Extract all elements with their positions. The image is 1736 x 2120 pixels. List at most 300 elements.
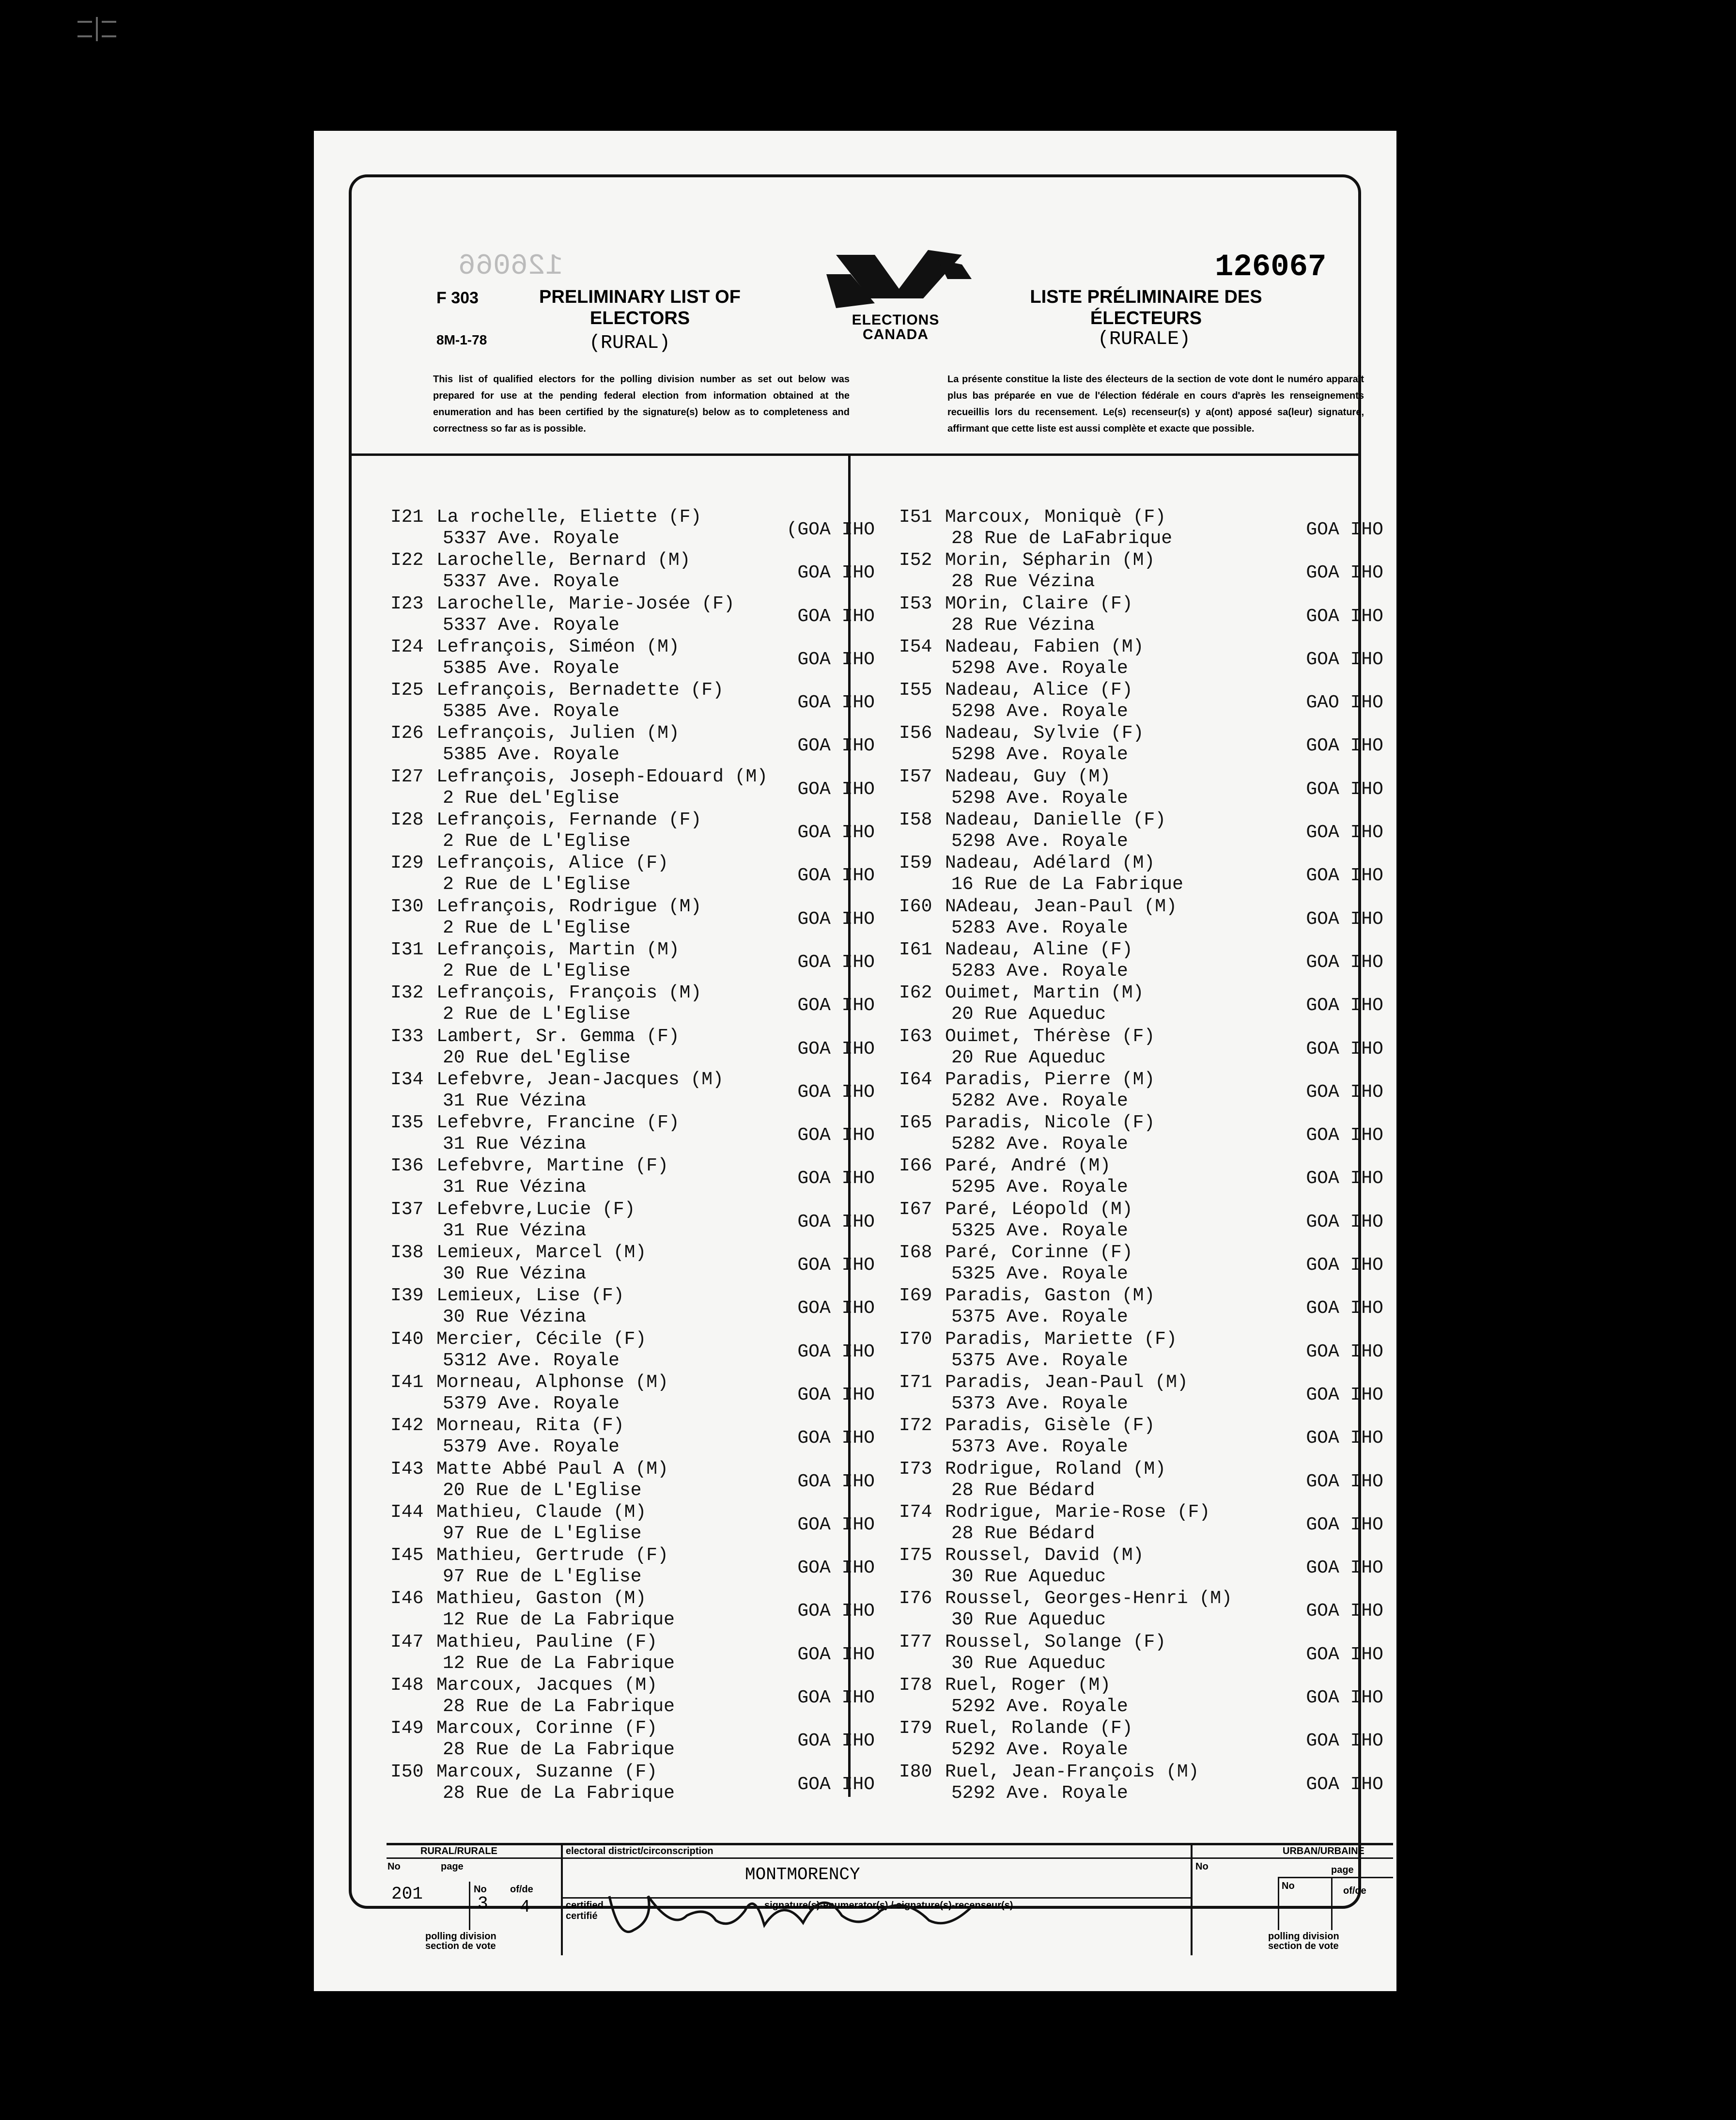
elector-address: 5292 Ave. Royale — [951, 1696, 1128, 1717]
urban-label: URBAN/URBAINE — [1283, 1846, 1364, 1856]
elector-entry — [390, 766, 875, 810]
elector-name: Lemieux, Lise (F) — [436, 1285, 624, 1307]
elector-name: Lefrançois, Bernadette (F) — [436, 680, 724, 701]
elector-number: I64 — [899, 1069, 932, 1090]
elector-name: Lefrançois, François (M) — [436, 982, 702, 1004]
elector-number: I63 — [899, 1026, 932, 1047]
footer-rule — [1191, 1843, 1193, 1955]
title-english: PRELIMINARY LIST OF ELECTORS — [539, 287, 741, 328]
elector-name: Paré, André (M) — [945, 1155, 1111, 1177]
elector-name: Nadeau, Fabien (M) — [945, 636, 1144, 657]
elector-code: GOA IHO — [1306, 1341, 1383, 1362]
elector-code: GOA IHO — [1306, 1687, 1383, 1709]
elector-entry — [390, 1632, 875, 1675]
elector-code: GOA IHO — [1306, 562, 1383, 584]
elector-address: 16 Rue de La Fabrique — [951, 874, 1183, 895]
elector-number: I65 — [899, 1112, 932, 1134]
elector-name: Lefebvre, Francine (F) — [436, 1112, 680, 1134]
elector-entry — [899, 896, 1383, 939]
elector-name: Matte Abbé Paul A (M) — [436, 1458, 668, 1480]
district-value: MONTMORENCY — [745, 1865, 860, 1885]
elector-address: 5385 Ave. Royale — [443, 701, 620, 722]
elector-code: GOA IHO — [797, 908, 875, 930]
urban-no-label: No — [1195, 1861, 1209, 1872]
elector-name: Lambert, Sr. Gemma (F) — [436, 1026, 680, 1047]
elector-address: 5298 Ave. Royale — [951, 831, 1128, 852]
elector-name: Morneau, Alphonse (M) — [436, 1372, 668, 1393]
elector-name: Marcoux, Corinne (F) — [436, 1718, 658, 1739]
elector-address: 5283 Ave. Royale — [951, 960, 1128, 982]
elector-name: Mathieu, Gaston (M) — [436, 1588, 647, 1609]
elector-number: I61 — [899, 939, 932, 960]
elector-entry — [390, 896, 875, 939]
elector-code: GOA IHO — [1306, 1730, 1383, 1752]
elector-entry — [899, 680, 1383, 723]
footer-rule — [1331, 1877, 1333, 1930]
serial-number: 126067 — [1215, 250, 1327, 285]
elector-name: Lefrançois, Martin (M) — [436, 939, 680, 960]
elector-entry — [899, 1242, 1383, 1285]
polling-label-1: polling division — [425, 1931, 496, 1942]
elector-address: 5298 Ave. Royale — [951, 701, 1128, 722]
footer-rule — [1278, 1877, 1393, 1878]
footer-rule — [561, 1843, 563, 1955]
elector-code: GOA IHO — [1306, 735, 1383, 757]
rural-label: RURAL/RURALE — [420, 1846, 497, 1856]
elector-name: Lefrançois, Fernande (F) — [436, 810, 702, 831]
elector-entry — [899, 1545, 1383, 1588]
elector-code: GOA IHO — [1306, 1081, 1383, 1103]
urban-page-label: page — [1331, 1865, 1354, 1875]
elector-entry — [899, 810, 1383, 853]
elector-number: I31 — [390, 939, 424, 960]
elector-number: I38 — [390, 1242, 424, 1263]
page-label: page — [441, 1861, 464, 1872]
elector-address: 97 Rue de L'Eglise — [443, 1566, 642, 1588]
form-frame — [349, 174, 1383, 1951]
elector-name: Paré, Corinne (F) — [945, 1242, 1133, 1263]
elector-address: 28 Rue de La Fabrique — [443, 1739, 675, 1761]
elector-number: I46 — [390, 1588, 424, 1609]
elector-code: GOA IHO — [1306, 1125, 1383, 1146]
elector-number: I48 — [390, 1675, 424, 1696]
elector-number: I25 — [390, 680, 424, 701]
rural-french: (RURALE) — [1098, 328, 1191, 350]
elector-address: 28 Rue Vézina — [951, 571, 1095, 592]
elector-code: GOA IHO — [1306, 1255, 1383, 1276]
logo-text-canada: CANADA — [863, 327, 929, 343]
elector-number: I72 — [899, 1415, 932, 1436]
elector-address: 5295 Ave. Royale — [951, 1177, 1128, 1198]
elector-address: 5385 Ave. Royale — [443, 657, 620, 679]
elector-entry — [390, 1675, 875, 1718]
polling-number: 201 — [391, 1884, 423, 1904]
form-date: 8M-1-78 — [436, 332, 487, 347]
footer-rule — [1278, 1877, 1279, 1930]
elector-number: I41 — [390, 1372, 424, 1393]
elector-code: GOA IHO — [1306, 519, 1383, 540]
elector-entry — [390, 1459, 875, 1502]
elector-name: Nadeau, Danielle (F) — [945, 810, 1166, 831]
elector-code: GOA IHO — [1306, 1644, 1383, 1665]
elector-address: 5385 Ave. Royale — [443, 744, 620, 765]
elector-number: I80 — [899, 1761, 932, 1782]
elector-number: I56 — [899, 723, 932, 744]
elector-code: GOA IHO — [797, 1255, 875, 1276]
elector-address: 28 Rue Bédard — [951, 1480, 1095, 1501]
enumerator-signature — [590, 1877, 987, 1945]
elector-number: I27 — [390, 766, 424, 787]
elector-entry — [390, 1545, 875, 1588]
elector-address: 12 Rue de La Fabrique — [443, 1609, 675, 1631]
footer-top-rule — [387, 1843, 1393, 1845]
elector-address: 5325 Ave. Royale — [951, 1263, 1128, 1285]
elector-code: GOA IHO — [797, 951, 875, 973]
elector-number: I52 — [899, 550, 932, 571]
logo-text — [833, 313, 959, 342]
elector-number: I54 — [899, 636, 932, 657]
elector-entry — [390, 1155, 875, 1199]
elector-number: I78 — [899, 1675, 932, 1696]
elector-address: 5298 Ave. Royale — [951, 744, 1128, 765]
elector-name: Lefrançois, Rodrigue (M) — [436, 896, 702, 917]
elector-entry — [899, 723, 1383, 766]
elector-entry — [390, 1242, 875, 1285]
elector-entry — [390, 982, 875, 1026]
elector-name: Ouimet, Martin (M) — [945, 982, 1144, 1004]
elector-address: 5337 Ave. Royale — [443, 571, 620, 592]
elector-number: I62 — [899, 982, 932, 1004]
elector-entry — [899, 853, 1383, 896]
elector-number: I53 — [899, 593, 932, 614]
elector-entry — [390, 680, 875, 723]
elector-code: GOA IHO — [797, 1601, 875, 1622]
elector-code: GOA IHO — [797, 1644, 875, 1665]
elector-code: GOA IHO — [797, 1125, 875, 1146]
elector-entry — [390, 1112, 875, 1155]
elector-number: I67 — [899, 1199, 932, 1220]
elector-number: I29 — [390, 853, 424, 874]
elector-address: 5337 Ave. Royale — [443, 528, 620, 549]
elector-code: GOA IHO — [1306, 908, 1383, 930]
elector-code: GOA IHO — [797, 1730, 875, 1752]
elector-entry — [390, 637, 875, 680]
elector-entry — [390, 1718, 875, 1761]
elector-code: GOA IHO — [797, 822, 875, 843]
elector-address: 5375 Ave. Royale — [951, 1307, 1128, 1328]
elector-list-right — [899, 507, 1383, 1805]
elector-name: Mercier, Cécile (F) — [436, 1328, 647, 1350]
elector-entry — [390, 1502, 875, 1545]
elector-entry — [899, 550, 1383, 593]
elector-name: Paré, Léopold (M) — [945, 1199, 1133, 1220]
elector-number: I21 — [390, 507, 424, 528]
elector-number: I39 — [390, 1285, 424, 1307]
elector-number: I24 — [390, 636, 424, 657]
elector-code: GOA IHO — [1306, 1601, 1383, 1622]
elector-number: I45 — [390, 1545, 424, 1566]
elector-address: 2 Rue de L'Eglise — [443, 960, 631, 982]
elector-entry — [899, 1155, 1383, 1199]
signature-label: signature(s)-enumerator(s) / signature(s)-recenseur(s) — [764, 1900, 1013, 1911]
elector-number: I77 — [899, 1631, 932, 1652]
elector-code: GOA IHO — [797, 735, 875, 757]
elector-code: GOA IHO — [797, 1038, 875, 1060]
elector-code: GOA IHO — [797, 1428, 875, 1449]
elector-address: 5325 Ave. Royale — [951, 1220, 1128, 1241]
elector-name: Roussel, David (M) — [945, 1545, 1144, 1566]
elector-code: GOA IHO — [797, 649, 875, 670]
elector-number: I70 — [899, 1328, 932, 1350]
certified-label-2: certifié — [566, 1911, 598, 1921]
elector-address: 28 Rue de La Fabrique — [443, 1696, 675, 1717]
elector-entry — [390, 1415, 875, 1458]
elector-code: GOA IHO — [797, 562, 875, 584]
elector-entry — [899, 1718, 1383, 1761]
elector-address: 20 Rue de L'Eglise — [443, 1480, 642, 1501]
elector-address: 31 Rue Vézina — [443, 1090, 587, 1111]
elector-address: 5379 Ave. Royale — [443, 1436, 620, 1458]
elector-code: GOA IHO — [797, 692, 875, 714]
elector-name: Morin, Sépharin (M) — [945, 550, 1155, 571]
elector-code: GOA IHO — [1306, 1211, 1383, 1232]
elector-number: I69 — [899, 1285, 932, 1307]
elector-entry — [390, 1372, 875, 1415]
header-divider — [352, 453, 1358, 456]
elector-name: Ruel, Roger (M) — [945, 1675, 1111, 1696]
intro-english: This list of qualified electors for the polling division number as set out below was prepared for use at the pending federal election from information obtained at the enumeration and has been certified by the signature(s) below as to completeness and correctness so far as is possible. — [433, 374, 850, 434]
elector-address: 5282 Ave. Royale — [951, 1134, 1128, 1155]
urban-polling-2: section de vote — [1268, 1941, 1339, 1951]
elector-number: I35 — [390, 1112, 424, 1134]
elector-code: GOA IHO — [1306, 1038, 1383, 1060]
elector-address: 30 Rue Vézina — [443, 1307, 587, 1328]
elector-entry — [390, 507, 875, 550]
elector-entry — [390, 1285, 875, 1328]
elector-number: I51 — [899, 507, 932, 528]
rural-no-label-2: No — [474, 1884, 487, 1895]
form-footer — [387, 1843, 1399, 1955]
elector-code: GOA IHO — [1306, 995, 1383, 1016]
elector-code: GOA IHO — [1306, 779, 1383, 800]
elector-number: I32 — [390, 982, 424, 1004]
elector-entry — [899, 1069, 1383, 1112]
elector-entry — [390, 1329, 875, 1372]
elector-address: 30 Rue Vézina — [443, 1263, 587, 1285]
elector-code: GOA IHO — [797, 1168, 875, 1189]
elector-entry — [899, 1761, 1383, 1805]
urban-polling-1: polling division — [1268, 1931, 1339, 1942]
elector-name: Marcoux, Moniquè (F) — [945, 507, 1166, 528]
elector-number: I40 — [390, 1328, 424, 1350]
elector-name: La rochelle, Eliette (F) — [436, 507, 702, 528]
elector-entry — [899, 637, 1383, 680]
elector-number: I30 — [390, 896, 424, 917]
elector-name: Lefebvre, Jean-Jacques (M) — [436, 1069, 724, 1090]
elector-name: Nadeau, Aline (F) — [945, 939, 1133, 960]
rural-english: (RURAL) — [589, 332, 671, 354]
elector-number: I57 — [899, 766, 932, 787]
elector-name: Larochelle, Bernard (M) — [436, 550, 691, 571]
elector-number: I50 — [390, 1761, 424, 1782]
elector-address: 30 Rue Aqueduc — [951, 1652, 1106, 1674]
elector-code: GOA IHO — [1306, 951, 1383, 973]
elector-number: I47 — [390, 1631, 424, 1652]
elector-name: Roussel, Solange (F) — [945, 1631, 1166, 1652]
elector-number: I44 — [390, 1501, 424, 1523]
elector-address: 5373 Ave. Royale — [951, 1393, 1128, 1414]
elector-entry — [899, 1459, 1383, 1502]
elector-code: GOA IHO — [797, 606, 875, 627]
elector-number: I75 — [899, 1545, 932, 1566]
elector-name: Paradis, Gisèle (F) — [945, 1415, 1155, 1436]
elector-entry — [390, 593, 875, 637]
logo-text-elections: ELECTIONS — [852, 312, 940, 328]
elector-number: I71 — [899, 1372, 932, 1393]
elector-name: Rodrigue, Marie-Rose (F) — [945, 1501, 1210, 1523]
elector-address: 5292 Ave. Royale — [951, 1782, 1128, 1804]
elector-entry — [390, 723, 875, 766]
elector-code: GOA IHO — [797, 1211, 875, 1232]
elector-code: GOA IHO — [1306, 649, 1383, 670]
elector-entry — [899, 1199, 1383, 1242]
elector-entry — [899, 1285, 1383, 1328]
elector-entry — [390, 810, 875, 853]
elector-name: Nadeau, Sylvie (F) — [945, 723, 1144, 744]
elector-entry — [390, 853, 875, 896]
of-value: 4 — [520, 1897, 530, 1917]
elector-address: 97 Rue de L'Eglise — [443, 1523, 642, 1544]
elector-entry — [899, 1502, 1383, 1545]
elector-name: Lefebvre,Lucie (F) — [436, 1199, 636, 1220]
elector-entry — [899, 1632, 1383, 1675]
elector-code: GOA IHO — [797, 1081, 875, 1103]
elector-code: GOA IHO — [1306, 606, 1383, 627]
footer-mid-rule — [387, 1857, 1393, 1859]
elector-name: Morneau, Rita (F) — [436, 1415, 624, 1436]
intro-french: La présente constitue la liste des électeurs de la section de vote dont le numéro apparaît plus bas préparée en vue de l'élection fédérale en cours d'après les renseignements recueillis lors du recensement. Le(s) recenseur(s) y a(ont) apposé sa(leur) signature, affirmant que cette liste est aussi complète et exacte que possible. — [947, 374, 1364, 434]
elector-entry — [390, 1761, 875, 1805]
elector-address: 5292 Ave. Royale — [951, 1739, 1128, 1761]
elector-address: 12 Rue de La Fabrique — [443, 1652, 675, 1674]
elector-code: GOA IHO — [1306, 1428, 1383, 1449]
polling-label-2: section de vote — [425, 1941, 496, 1951]
footer-rule — [469, 1882, 470, 1930]
elector-name: NAdeau, Jean-Paul (M) — [945, 896, 1177, 917]
elector-entry — [899, 939, 1383, 982]
elector-code: GOA IHO — [1306, 1558, 1383, 1579]
certified-label-1: certified — [566, 1900, 604, 1911]
elector-number: I76 — [899, 1588, 932, 1609]
elector-name: Nadeau, Guy (M) — [945, 766, 1111, 787]
elector-entry — [899, 1415, 1383, 1458]
elector-entry — [390, 939, 875, 982]
elector-entry — [899, 593, 1383, 637]
elector-number: I74 — [899, 1501, 932, 1523]
elector-address: 2 Rue de L'Eglise — [443, 917, 631, 938]
elector-number: I34 — [390, 1069, 424, 1090]
elector-address: 5312 Ave. Royale — [443, 1350, 620, 1371]
elector-address: 5282 Ave. Royale — [951, 1090, 1128, 1111]
elector-address: 28 Rue Bédard — [951, 1523, 1095, 1544]
elector-name: Lefebvre, Martine (F) — [436, 1155, 668, 1177]
elector-address: 20 Rue Aqueduc — [951, 1004, 1106, 1025]
elector-code: GAO IHO — [1306, 692, 1383, 714]
elector-name: Lefrançois, Siméon (M) — [436, 636, 680, 657]
elector-name: Mathieu, Gertrude (F) — [436, 1545, 668, 1566]
elector-entry — [899, 1112, 1383, 1155]
elector-address: 5375 Ave. Royale — [951, 1350, 1128, 1371]
elector-number: I23 — [390, 593, 424, 614]
elector-name: Mathieu, Pauline (F) — [436, 1631, 658, 1652]
elector-name: Ruel, Rolande (F) — [945, 1718, 1133, 1739]
elector-number: I26 — [390, 723, 424, 744]
elector-name: Roussel, Georges-Henri (M) — [945, 1588, 1232, 1609]
elector-entry — [390, 550, 875, 593]
elector-name: Nadeau, Alice (F) — [945, 680, 1133, 701]
page-number: 3 — [478, 1894, 488, 1914]
elector-address: 5298 Ave. Royale — [951, 787, 1128, 809]
elector-code: GOA IHO — [797, 1341, 875, 1362]
elector-name: Lemieux, Marcel (M) — [436, 1242, 647, 1263]
elector-code: GOA IHO — [797, 1298, 875, 1319]
of-label: of/de — [510, 1884, 533, 1895]
elector-code: GOA IHO — [797, 1384, 875, 1405]
elector-address: 5298 Ave. Royale — [951, 657, 1128, 679]
elector-code: GOA IHO — [797, 1687, 875, 1709]
elector-address: 31 Rue Vézina — [443, 1177, 587, 1198]
ghost-serial-number: 126066 — [458, 250, 563, 283]
elector-code: GOA IHO — [797, 1774, 875, 1795]
elector-entry — [899, 766, 1383, 810]
corner-mark-icon — [73, 15, 121, 44]
elector-entry — [899, 1026, 1383, 1069]
elector-number: I42 — [390, 1415, 424, 1436]
elector-address: 2 Rue deL'Eglise — [443, 787, 620, 809]
elector-address: 28 Rue Vézina — [951, 614, 1095, 636]
elector-code: GOA IHO — [1306, 1298, 1383, 1319]
elector-code: GOA IHO — [797, 1514, 875, 1535]
elector-address: 31 Rue Vézina — [443, 1220, 587, 1241]
elector-code: GOA IHO — [797, 779, 875, 800]
elector-number: I49 — [390, 1718, 424, 1739]
elector-name: Paradis, Nicole (F) — [945, 1112, 1155, 1134]
elector-address: 20 Rue deL'Eglise — [443, 1047, 631, 1068]
elector-code: GOA IHO — [1306, 1384, 1383, 1405]
elector-number: I60 — [899, 896, 932, 917]
elector-code: (GOA IHO — [786, 519, 875, 540]
elector-name: Lefrançois, Alice (F) — [436, 853, 668, 874]
elector-address: 5379 Ave. Royale — [443, 1393, 620, 1414]
elector-address: 20 Rue Aqueduc — [951, 1047, 1106, 1068]
elector-code: GOA IHO — [797, 865, 875, 887]
elector-entry — [390, 1588, 875, 1631]
elector-entry — [899, 1329, 1383, 1372]
elector-number: I68 — [899, 1242, 932, 1263]
elector-entry — [899, 1588, 1383, 1631]
elector-number: I66 — [899, 1155, 932, 1177]
elector-code: GOA IHO — [1306, 1514, 1383, 1535]
title-french: LISTE PRÉLIMINAIRE DES ÉLECTEURS — [1030, 287, 1262, 328]
elector-code: GOA IHO — [1306, 822, 1383, 843]
elector-entry — [899, 982, 1383, 1026]
elector-address: 2 Rue de L'Eglise — [443, 874, 631, 895]
elector-address: 30 Rue Aqueduc — [951, 1566, 1106, 1588]
elector-code: GOA IHO — [797, 1558, 875, 1579]
elector-code: GOA IHO — [797, 1471, 875, 1492]
elector-name: Lefrançois, Joseph-Edouard (M) — [436, 766, 768, 787]
elector-address: 28 Rue de La Fabrique — [443, 1782, 675, 1804]
